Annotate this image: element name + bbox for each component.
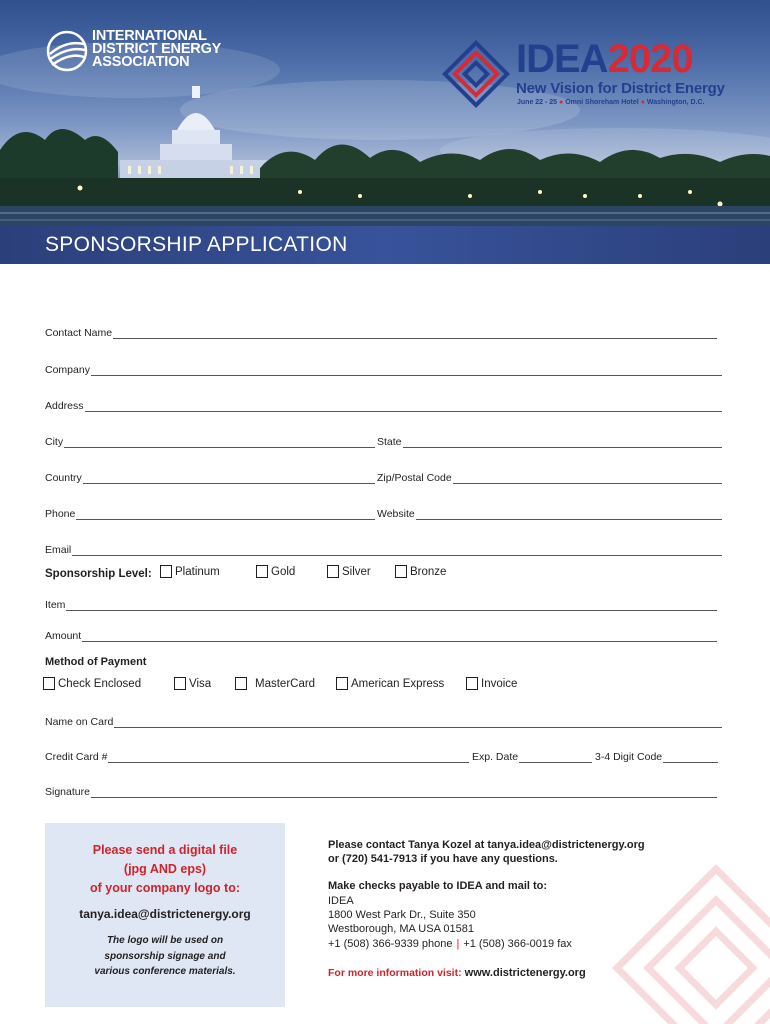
write-line[interactable] — [91, 367, 722, 376]
contact-line: or (720) 541-7913 if you have any questions. — [328, 853, 558, 865]
country-zip-row — [45, 470, 722, 484]
email-field[interactable] — [45, 542, 722, 556]
write-line[interactable] — [114, 719, 722, 728]
globe-swoosh-icon — [46, 30, 88, 72]
address-line: 1800 West Park Dr., Suite 350 — [328, 909, 476, 922]
mail-heading: Make checks payable to IDEA and mail to: — [328, 880, 548, 892]
field-label: Zip/Postal Code — [377, 472, 452, 484]
country-field[interactable] — [45, 472, 375, 484]
signature-field[interactable] — [45, 784, 717, 798]
phone-number: +1 (508) 366-9339 phone — [328, 937, 453, 950]
event-name: IDEA — [516, 37, 608, 81]
field-label: Website — [377, 508, 415, 520]
org-name-line: DISTRICT ENERGY — [92, 41, 222, 57]
option-label: MasterCard — [255, 678, 316, 690]
field-label: Company — [45, 364, 90, 376]
more-info-label: For more information visit: — [328, 967, 462, 979]
event-dates: June 22 - 25 — [517, 99, 558, 106]
option-check-enclosed[interactable] — [43, 677, 141, 690]
option-label: Visa — [189, 678, 212, 690]
title-band — [0, 226, 770, 264]
interlocking-squares-icon — [440, 38, 512, 110]
field-label: State — [377, 436, 402, 448]
form-title: SPONSORSHIP APPLICATION — [45, 233, 348, 256]
option-platinum[interactable] — [160, 565, 220, 578]
exp-date-field[interactable] — [472, 751, 592, 763]
event-tagline: New Vision for District Energy — [516, 80, 725, 97]
checkbox[interactable] — [336, 677, 348, 690]
field-label: Amount — [45, 630, 82, 642]
website-field[interactable] — [377, 508, 722, 520]
field-label: Exp. Date — [472, 751, 519, 763]
write-line[interactable] — [663, 754, 718, 763]
logo-note-line: The logo will be used on — [106, 935, 224, 946]
write-line[interactable] — [64, 439, 375, 448]
option-bronze[interactable] — [395, 565, 446, 578]
option-label: Platinum — [175, 566, 220, 578]
company-field[interactable] — [45, 362, 722, 376]
checkbox[interactable] — [160, 565, 172, 578]
event-info — [517, 99, 705, 106]
credit-card-row — [45, 749, 718, 763]
address-line: Westborough, MA USA 01581 — [328, 923, 474, 936]
logo-request-line: Please send a digital file — [92, 843, 238, 857]
option-label: Bronze — [410, 566, 447, 578]
checkbox[interactable] — [235, 677, 247, 690]
logo-request-text — [45, 841, 285, 898]
option-mastercard[interactable] — [235, 677, 315, 690]
org-name — [92, 30, 221, 69]
option-invoice[interactable] — [466, 677, 517, 690]
event-year: 2020 — [607, 37, 693, 81]
org-name-line: ASSOCIATION — [92, 54, 190, 70]
logo-note-line: sponsorship signage and — [104, 950, 226, 962]
contact-line: Please contact Tanya Kozel at tanya.idea@districtenergy.org — [328, 839, 645, 851]
option-label: Gold — [271, 566, 296, 578]
phone-fax-line — [328, 937, 572, 951]
separator-dot: ● — [640, 99, 645, 106]
amount-field[interactable] — [45, 628, 717, 642]
checkbox[interactable] — [327, 565, 339, 578]
option-label: American Express — [351, 678, 445, 690]
field-label: City — [45, 436, 64, 448]
logo-request-panel — [45, 823, 285, 1007]
logo-email-link[interactable]: tanya.idea@districtenergy.org — [79, 907, 251, 921]
option-gold[interactable] — [256, 565, 295, 578]
address-field[interactable] — [45, 398, 722, 412]
logo-request-line: of your company logo to: — [90, 881, 240, 895]
logo-usage-note — [45, 933, 285, 980]
write-line[interactable] — [82, 633, 717, 642]
write-line[interactable] — [72, 547, 722, 556]
checkbox[interactable] — [43, 677, 55, 690]
write-line[interactable] — [108, 754, 469, 763]
mailing-address — [328, 894, 572, 951]
decorative-squares-icon — [606, 858, 770, 1024]
write-line[interactable] — [91, 789, 717, 798]
contact-info — [328, 838, 645, 866]
field-label: 3-4 Digit Code — [595, 751, 663, 763]
zip-field[interactable] — [377, 472, 722, 484]
event-city: Washington, D.C. — [646, 99, 705, 106]
write-line[interactable] — [76, 511, 375, 520]
separator-dot: ● — [559, 99, 564, 106]
option-visa[interactable] — [174, 677, 211, 690]
digit-code-field[interactable] — [595, 751, 718, 763]
state-field[interactable] — [377, 436, 722, 448]
write-line[interactable] — [83, 475, 375, 484]
field-label: Contact Name — [45, 327, 113, 339]
field-label: Item — [45, 599, 66, 611]
write-line[interactable] — [519, 754, 592, 763]
item-field[interactable] — [45, 597, 717, 611]
write-line[interactable] — [66, 602, 717, 611]
option-american-express[interactable] — [336, 677, 444, 690]
credit-card-field[interactable] — [45, 751, 469, 763]
checkbox[interactable] — [174, 677, 186, 690]
write-line[interactable] — [113, 330, 717, 339]
field-label: Name on Card — [45, 716, 114, 728]
event-title — [516, 38, 693, 80]
city-field[interactable] — [45, 436, 375, 448]
phone-field[interactable] — [45, 508, 375, 520]
payment-method-heading: Method of Payment — [45, 656, 147, 668]
checkbox[interactable] — [256, 565, 268, 578]
sponsorship-level-label: Sponsorship Level: — [45, 568, 152, 580]
city-state-row — [45, 434, 722, 448]
option-label: Invoice — [481, 678, 518, 690]
field-label: Email — [45, 544, 72, 556]
checkbox[interactable] — [466, 677, 478, 690]
option-silver[interactable] — [327, 565, 371, 578]
field-label: Phone — [45, 508, 76, 520]
write-line[interactable] — [453, 475, 722, 484]
logo-note-line: various conference materials. — [94, 966, 236, 977]
option-label: Check Enclosed — [58, 678, 142, 690]
write-line[interactable] — [416, 511, 722, 520]
separator: | — [456, 937, 460, 950]
field-label: Signature — [45, 786, 90, 798]
write-line[interactable] — [403, 439, 722, 448]
more-info-line — [328, 967, 586, 979]
field-label: Credit Card # — [45, 751, 108, 763]
website-link[interactable]: www.districtenergy.org — [464, 967, 586, 979]
org-name-line: INTERNATIONAL — [92, 28, 207, 44]
logo-request-line: (jpg AND eps) — [123, 862, 207, 876]
option-label: Silver — [342, 566, 371, 578]
phone-website-row — [45, 506, 722, 520]
fax-number: +1 (508) 366-0019 fax — [463, 937, 572, 950]
field-label: Address — [45, 400, 84, 412]
write-line[interactable] — [85, 403, 722, 412]
name-on-card-field[interactable] — [45, 714, 722, 728]
event-venue: Omni Shoreham Hotel — [565, 99, 639, 106]
contact-name-field[interactable] — [45, 325, 717, 339]
field-label: Country — [45, 472, 82, 484]
header-photo — [0, 0, 770, 226]
address-line: IDEA — [328, 895, 354, 907]
checkbox[interactable] — [395, 565, 407, 578]
